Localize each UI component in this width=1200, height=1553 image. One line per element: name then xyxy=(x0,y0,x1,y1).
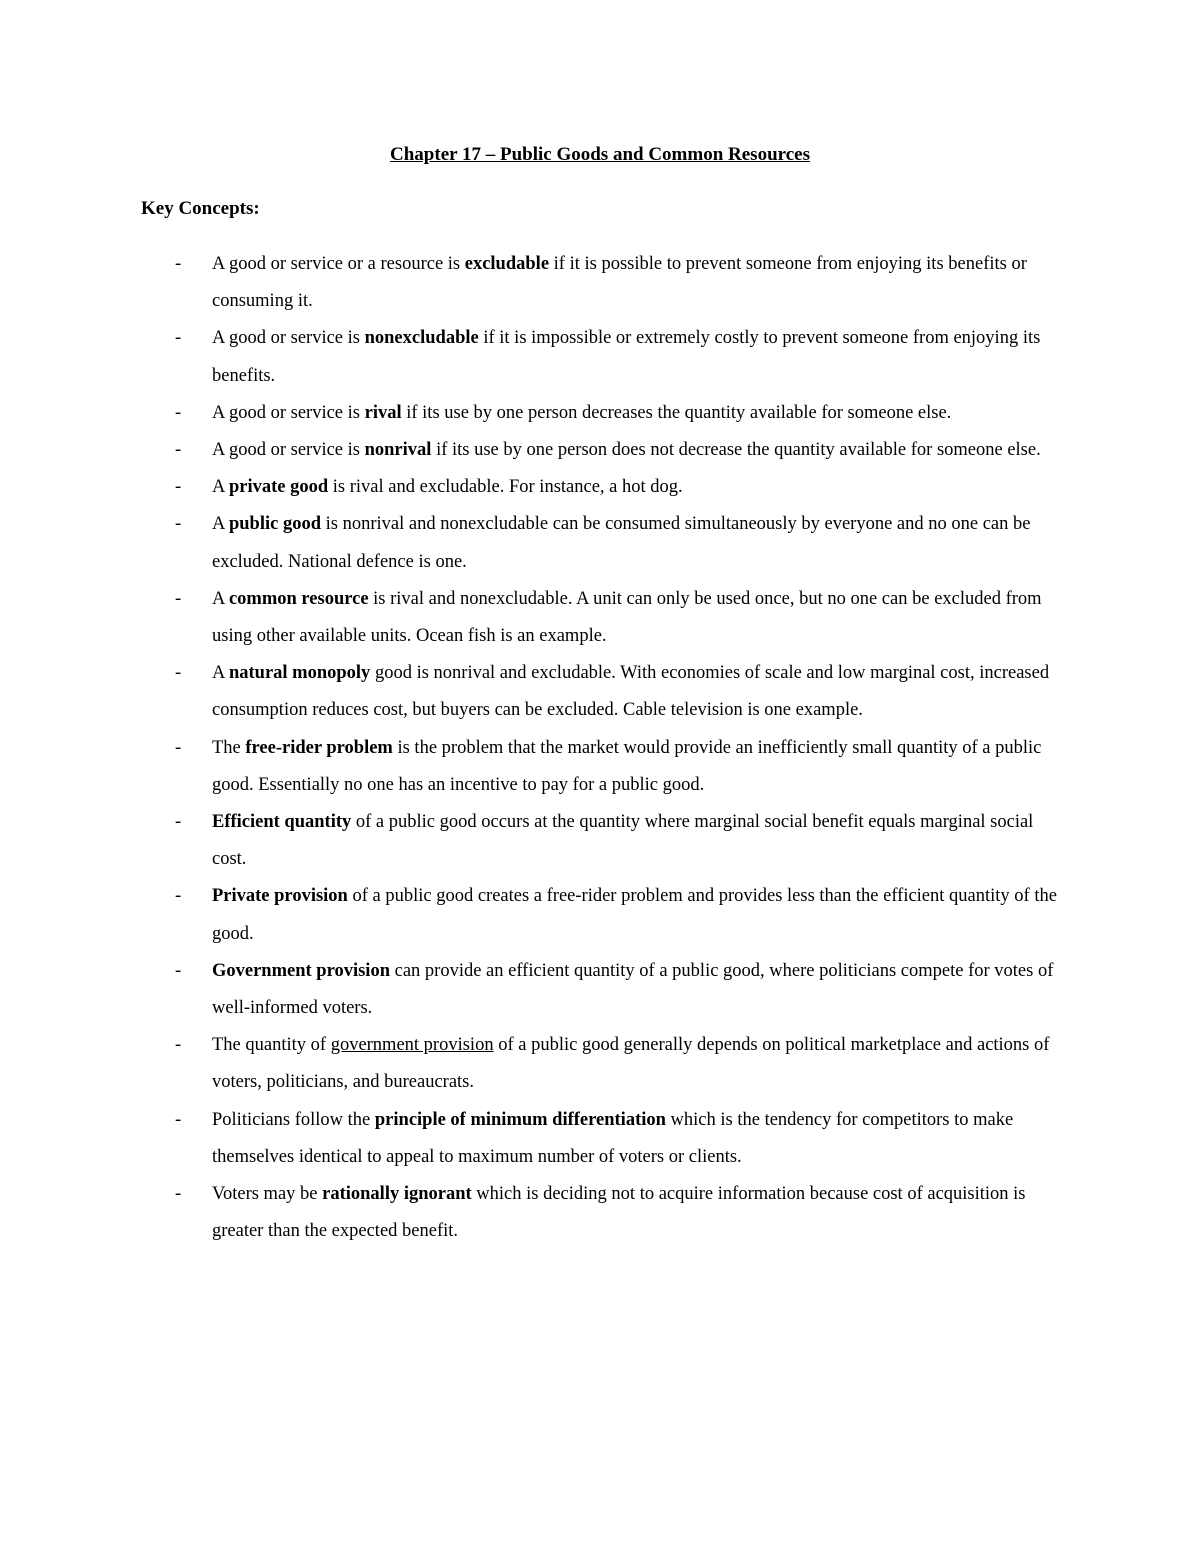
item-text: is rival and nonexcludable. A unit can only be used once, but no one can be excluded from using other available units. Ocean fish is an example. xyxy=(212,588,1042,647)
bullet-dash: - xyxy=(175,328,182,349)
underlined-term: government provision xyxy=(330,1035,494,1056)
key-term: nonrival xyxy=(364,440,432,461)
bullet-dash: - xyxy=(175,254,182,274)
section-heading: Key Concepts: xyxy=(141,198,260,219)
item-text: A good or service is xyxy=(212,402,365,423)
item-text: is the problem that the market would provide an inefficiently small quantity of a public good. Essentially no one has an incentive to pay for a public good. xyxy=(212,737,1042,795)
item-text: of a public good creates a free-rider problem and provides less than the efficient quantity of the good. xyxy=(212,886,1057,944)
key-term: nonexcludable xyxy=(364,328,479,349)
item-text: A xyxy=(212,588,229,609)
list-item xyxy=(0,1027,1200,1101)
list-item xyxy=(0,581,1200,655)
key-term: free-rider problem xyxy=(245,737,393,758)
key-term: public good xyxy=(228,514,321,535)
key-term: excludable xyxy=(464,254,550,274)
item-text: if its use by one person decreases the quantity available for someone else. xyxy=(401,402,952,423)
list-item xyxy=(0,469,1200,506)
item-text: of a public good occurs at the quantity where marginal social benefit equals marginal social cost. xyxy=(212,812,1034,870)
bullet-dash: - xyxy=(175,1035,182,1056)
list-item xyxy=(0,804,1200,878)
list-item xyxy=(0,953,1200,1027)
list-item xyxy=(0,506,1200,580)
bullet-dash: - xyxy=(175,812,182,833)
key-term: common resource xyxy=(228,588,369,609)
page-title: Chapter 17 – Public Goods and Common Resources xyxy=(390,144,810,165)
item-text: A xyxy=(212,663,229,684)
bullet-dash: - xyxy=(175,588,182,609)
list-item xyxy=(0,730,1200,804)
key-term: rationally ignorant xyxy=(322,1184,472,1205)
key-term: rival xyxy=(364,402,402,423)
key-term: private good xyxy=(228,477,329,498)
item-text: is rival and excludable. For instance, a hot dog. xyxy=(328,477,683,498)
list-item xyxy=(0,1102,1200,1176)
item-text: The xyxy=(212,737,246,758)
key-term: Government provision xyxy=(212,960,390,981)
item-text: which is deciding not to acquire information because cost of acquisition is greater than the expected benefit. xyxy=(212,1184,1026,1242)
item-text: A good or service is xyxy=(212,328,365,349)
item-text: if its use by one person does not decrease the quantity available for someone else. xyxy=(431,440,1041,461)
bullet-dash: - xyxy=(175,440,182,461)
list-item xyxy=(0,320,1200,394)
item-text: A xyxy=(212,477,229,498)
list-item xyxy=(0,395,1200,432)
list-item xyxy=(0,878,1200,952)
bullet-dash: - xyxy=(175,886,182,907)
item-text: good is nonrival and excludable. With economies of scale and low marginal cost, increased consumption reduces cost, but buyers can be excluded. Cable television is one example. xyxy=(212,663,1050,721)
bullet-dash: - xyxy=(175,663,182,684)
list-item xyxy=(0,655,1200,729)
bullet-dash: - xyxy=(175,477,182,498)
item-text: The quantity of xyxy=(212,1035,331,1056)
item-text: is nonrival and nonexcludable can be consumed simultaneously by everyone and no one can be excluded. National defence is one. xyxy=(212,514,1031,572)
item-text: can provide an efficient quantity of a public good, where politicians compete for votes of well-informed voters. xyxy=(212,960,1054,1019)
item-text: Politicians follow the xyxy=(212,1109,375,1130)
list-item xyxy=(0,246,1200,320)
bullet-dash: - xyxy=(175,737,182,758)
key-term: Efficient quantity xyxy=(212,812,352,833)
bullet-dash: - xyxy=(175,1184,182,1205)
bullet-dash: - xyxy=(175,514,182,535)
bullet-dash: - xyxy=(175,960,182,981)
bullet-dash: - xyxy=(175,1109,182,1130)
item-text: which is the tendency for competitors to make themselves identical to appeal to maximum number of voters or clients. xyxy=(212,1109,1014,1167)
item-text: A good or service or a resource is xyxy=(212,254,465,274)
item-text: Voters may be xyxy=(212,1184,323,1205)
key-term: Private provision xyxy=(212,886,348,907)
list-item xyxy=(0,1176,1200,1250)
item-text: of a public good generally depends on political marketplace and actions of voters, politicians, and bureaucrats. xyxy=(212,1035,1050,1093)
item-text: A good or service is xyxy=(212,440,365,461)
item-text: A xyxy=(212,514,229,535)
bullet-dash: - xyxy=(175,402,182,423)
key-term: principle of minimum differentiation xyxy=(374,1109,666,1130)
key-term: natural monopoly xyxy=(228,663,371,684)
list-item xyxy=(0,432,1200,469)
item-text: if it is impossible or extremely costly to prevent someone from enjoying its benefits. xyxy=(212,328,1041,386)
item-text: if it is possible to prevent someone from enjoying its benefits or consuming it. xyxy=(212,254,1027,312)
key-concepts-list xyxy=(0,246,1200,1250)
